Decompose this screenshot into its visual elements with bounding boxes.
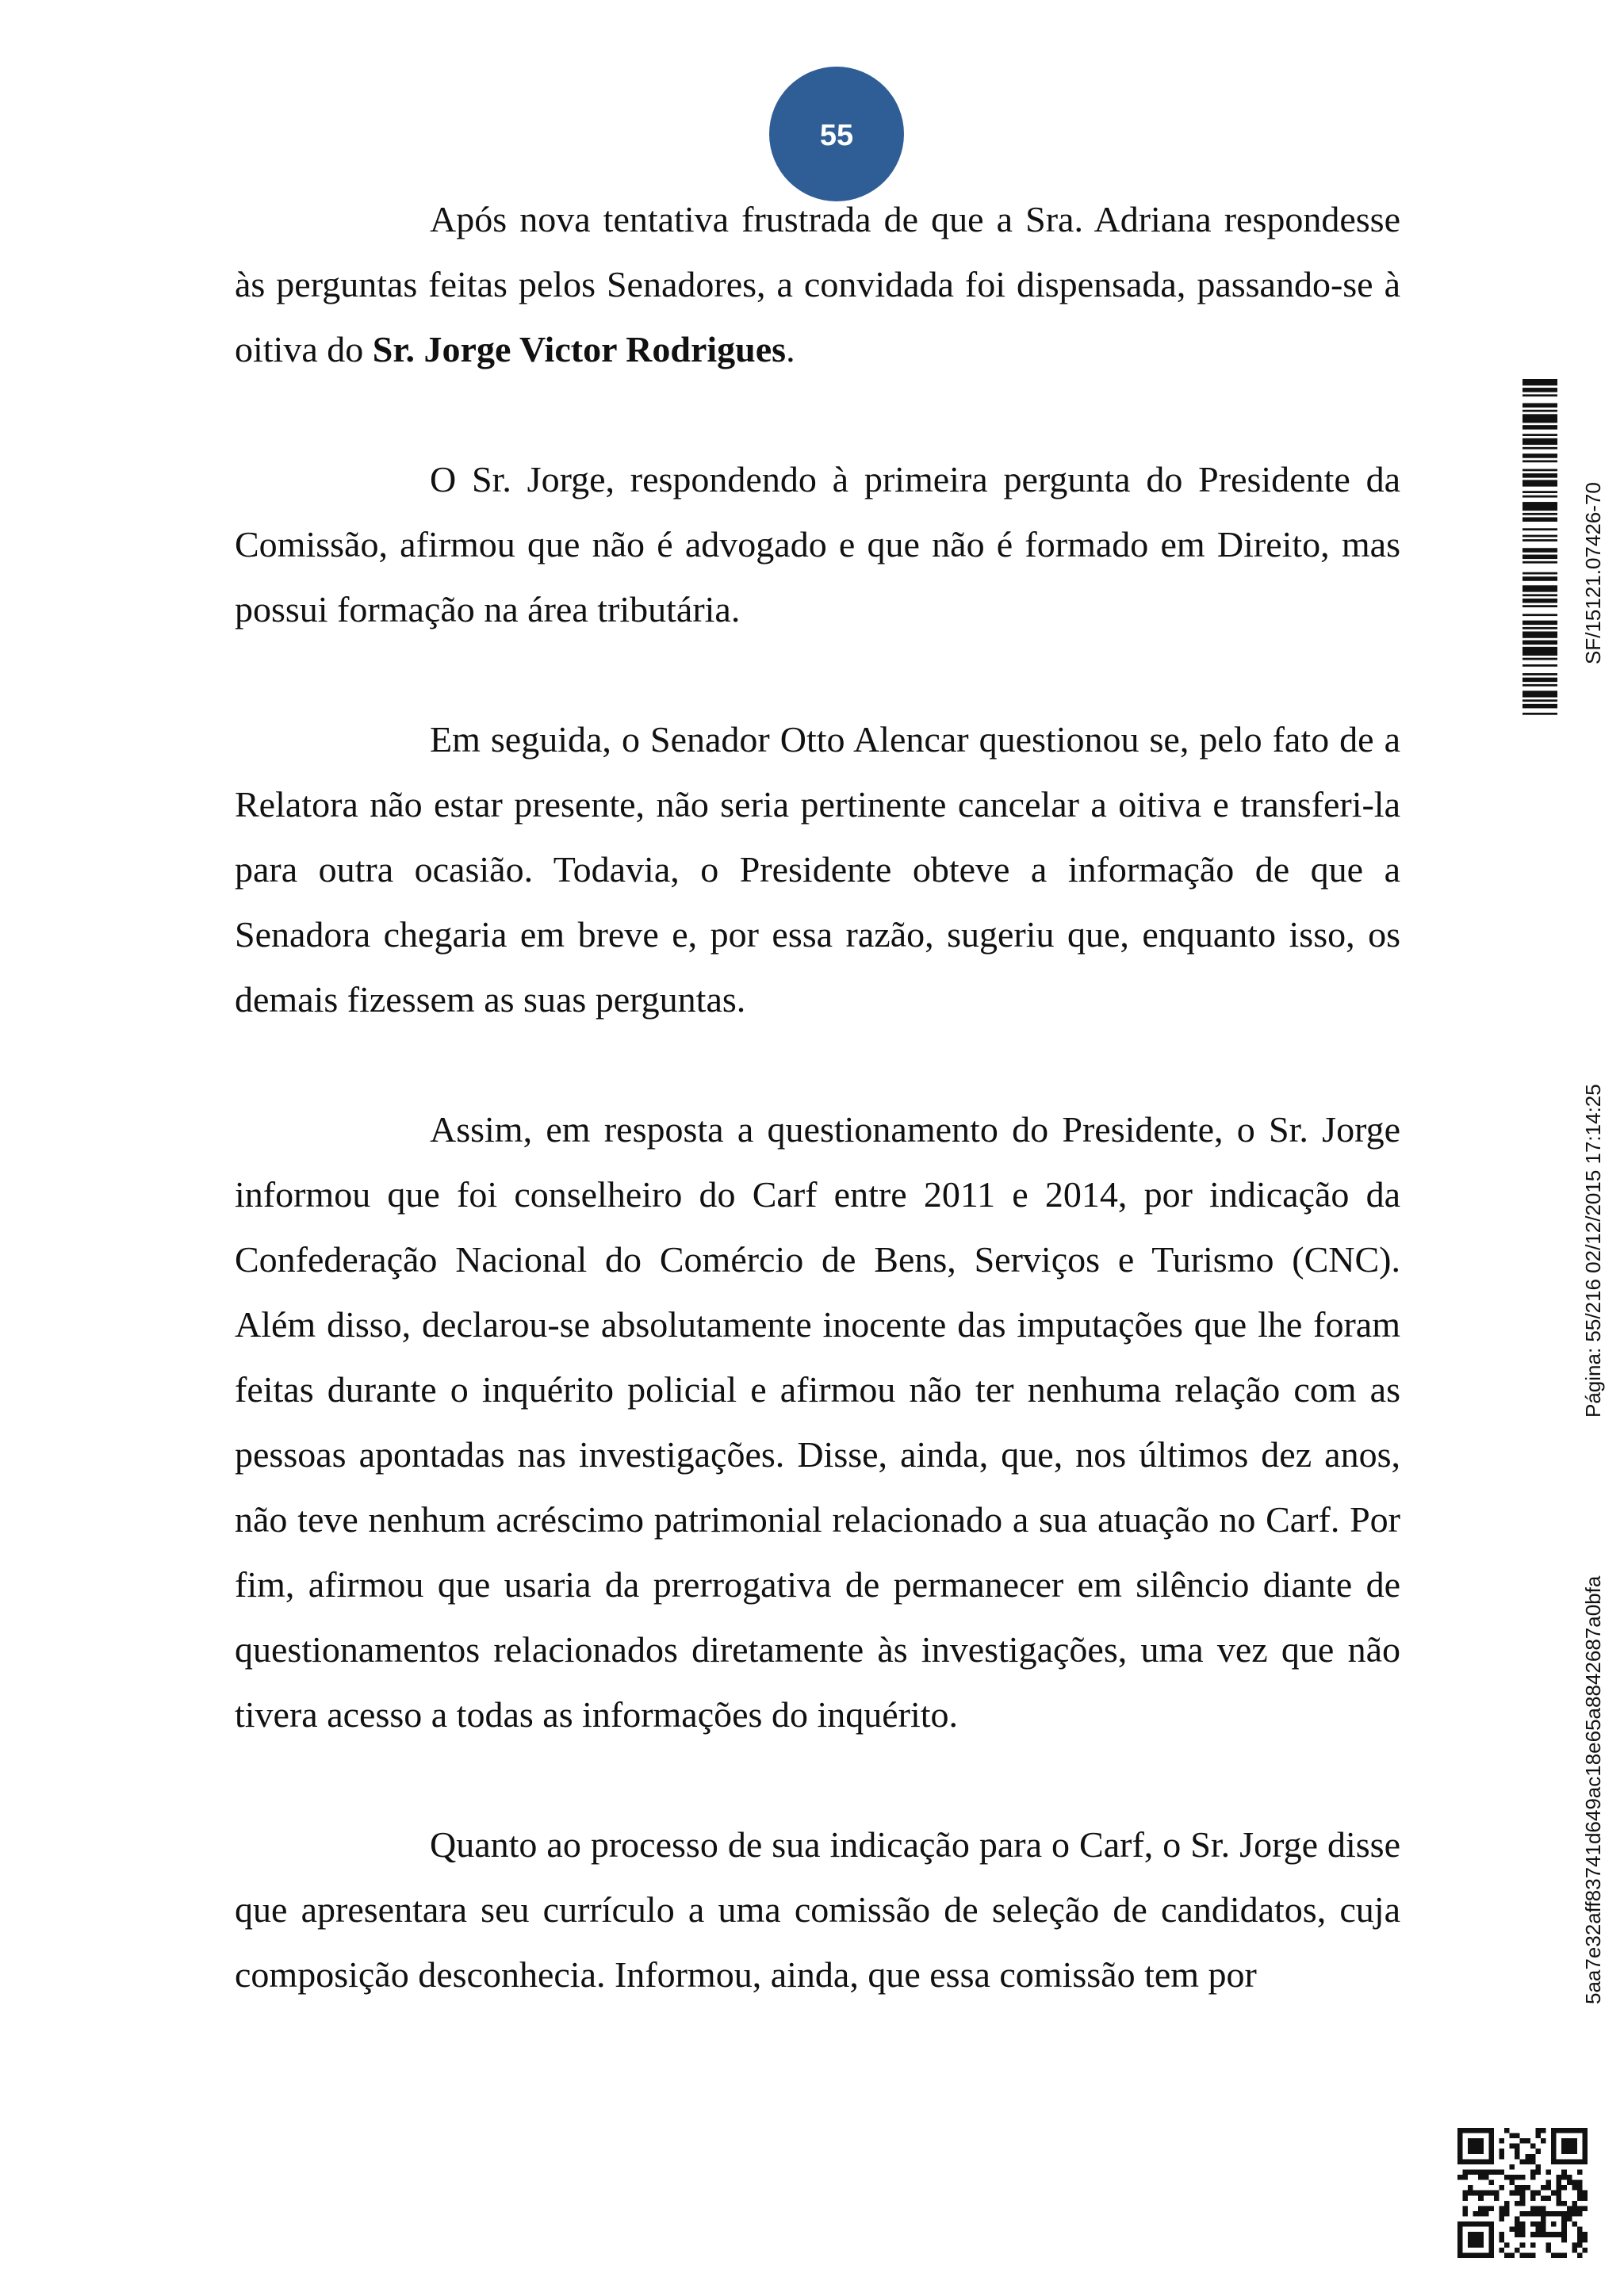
page-stamp: Página: 55/216 02/12/2015 17:14:25 <box>1581 1084 1605 1418</box>
paragraph-4: Assim, em resposta a questionamento do Presidente, o Sr. Jorge informou que foi conselheiro do Carf entre 2011 e 2014, por indicação da Confederação Nacional do Comércio de Bens, Serviços e Turismo (CNC). Além disso, declarou-se absolutamente inocente das imputações que lhe foram feitas durante o inquérito policial e afirmou não ter nenhuma relação com as pessoas apontadas nas investigações. Disse, ainda, que, nos últimos dez anos, não teve nenhum acréscimo patrimonial relacionado a sua atuação no Carf. Por fim, afirmou que usaria da prerrogativa de permanecer em silêncio diante de questionamentos relacionados diretamente às investigações, uma vez que não tivera acesso a todas as informações do inquérito. <box>235 1109 1400 1735</box>
paragraph-5: Quanto ao processo de sua indicação para o Carf, o Sr. Jorge disse que apresentara seu currículo a uma comissão de seleção de candidatos, cuja composição desconhecia. Informou, ainda, que essa comissão tem por <box>235 1824 1400 1995</box>
qr-code <box>1457 2128 1588 2258</box>
document-hash: 5aa7e32aff83741d649ac18e65a8842687a0bfa <box>1581 1575 1605 2004</box>
page-number: 55 <box>819 119 854 152</box>
paragraph-1 <box>235 187 1400 382</box>
paragraph-1-end: . <box>786 329 795 369</box>
witness-name: Sr. Jorge Victor Rodrigues <box>372 329 787 369</box>
paragraph-3: Em seguida, o Senador Otto Alencar questionou se, pelo fato de a Relatora não estar presente, não seria pertinente cancelar a oitiva e transferi-la para outra ocasião. Todavia, o Presidente obteve a informação de que a Senadora chegaria em breve e, por essa razão, sugeriu que, enquanto isso, os demais fizessem as suas perguntas. <box>235 719 1400 1020</box>
document-code: SF/15121.07426-70 <box>1581 482 1605 664</box>
page-number-badge <box>769 67 904 201</box>
document-body <box>235 187 1400 2072</box>
paragraph-1-text: Após nova tentativa frustrada de que a Sra. Adriana respondesse às perguntas feitas pelos Senadores, a convidada foi dispensada, passando-se à oitiva do <box>235 199 1400 369</box>
barcode <box>1522 379 1557 721</box>
paragraph-2: O Sr. Jorge, respondendo à primeira pergunta do Presidente da Comissão, afirmou que não é advogado e que não é formado em Direito, mas possui formação na área tributária. <box>235 459 1400 629</box>
